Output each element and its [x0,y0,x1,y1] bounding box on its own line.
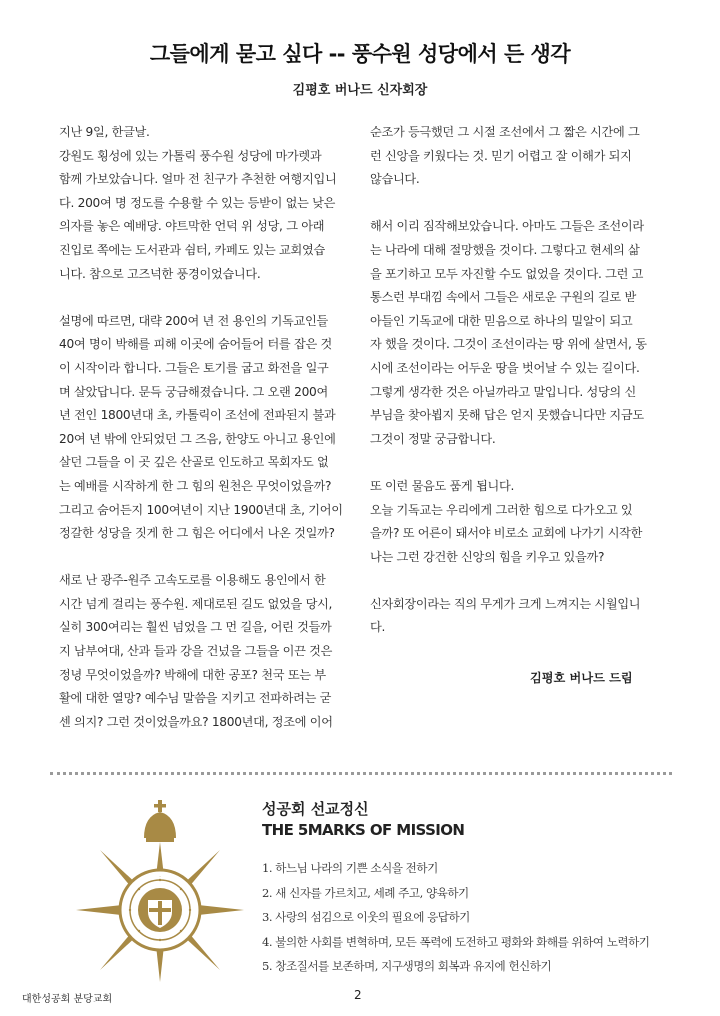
paragraph [59,310,359,546]
text-line: 실히 300여리는 훨씬 넘었을 그 먼 길을, 어린 것들까 [59,620,332,635]
text-line: 부님을 찾아뵙지 못해 답은 얻지 못했습니다만 지금도 [370,408,644,423]
text-line: 는 예배를 시작하게 한 그 힘의 원천은 무엇이었을까? [59,478,332,493]
text-line: 해서 이리 짐작해보았습니다. 아마도 그들은 조선이라 [370,219,644,234]
text-line: 설명에 따르면, 대략 200여 년 전 용인의 기독교인들 [59,313,328,328]
text-line: 다. 200여 명 정도를 수용할 수 있는 등받이 없는 낮은 [59,195,336,210]
section-divider [50,772,672,775]
paragraph [59,121,359,286]
text-line: 아들인 기독교에 대한 믿음으로 하나의 밀알이 되고 [370,313,633,328]
text-line: 나는 그런 강건한 신앙의 힘을 키우고 있을까? [370,549,605,564]
footer-church-name: 대한성공회 분당교회 [22,994,113,1005]
mission-list [262,856,650,979]
text-line: 의자를 놓은 예배당. 야트막한 언덕 위 성당, 그 아래 [59,219,325,234]
text-line: 새로 난 광주-원주 고속도로를 이용해도 용인에서 한 [59,573,326,588]
mission-title-korean: 성공회 선교정신 [262,800,369,818]
right-column [370,121,670,664]
text-line: 이 시작이라 합니다. 그들은 토기를 굽고 화전을 일구 [59,360,329,375]
compass-rose-emblem-icon [70,798,250,986]
text-line: 니다. 참으로 고즈넉한 풍경이었습니다. [59,266,261,281]
text-line: 을 포기하고 모두 자진할 수도 없었을 것이다. 그런 고 [370,266,644,281]
text-line: 센 의지? 그런 것이었을까요? 1800년대, 정조에 이어 [59,714,333,729]
text-line: 그것이 정말 궁금합니다. [370,431,496,446]
svg-text:·: · [159,874,161,880]
list-item: 3. 사랑의 섬김으로 이웃의 필요에 응답하기 [262,910,470,924]
text-line: 지 남부여대, 산과 들과 강을 건넜을 그들을 이끈 것은 [59,644,333,659]
text-line: 강원도 횡성에 있는 가톨릭 풍수원 성당에 마가렛과 [59,148,322,163]
text-line: 활에 대한 열망? 예수님 말씀을 지키고 전파하려는 굳 [59,691,332,706]
list-item: 4. 불의한 사회를 변혁하며, 모든 폭력에 도전하고 평화와 화해를 위하여 노력하기 [262,934,650,949]
paragraph [59,569,359,734]
paragraph [370,215,670,451]
text-line: 통스런 부대낌 속에서 그들은 새로운 구원의 길로 받 [370,290,636,305]
text-line: 살던 그들을 이 곳 깊은 산골로 인도하고 목회자도 없 [59,455,329,470]
text-line: 자 했을 것이다. 그것이 조선이라는 땅 위에 살면서, 동 [370,337,647,352]
text-line: 정녕 무엇이었을까? 박해에 대한 공포? 천국 또는 부 [59,667,326,682]
left-column [59,121,359,758]
text-line: 는 나라에 대해 절망했을 것이다. 그렇다고 현세의 삶 [370,242,640,257]
text-line: 정갈한 성당을 짓게 한 그 힘은 어디에서 나온 것일까? [59,526,335,541]
paragraph [370,121,670,192]
text-line: 20여 년 밖에 안되었던 그 즈음, 한양도 아니고 용인에 [59,431,336,446]
text-line: 다. [370,620,386,635]
page-number: 2 [354,988,362,1002]
text-line: 시간 넘게 걸리는 풍수원. 제대로된 길도 없었을 당시, [59,596,333,611]
text-line: 신자회장이라는 직의 무게가 크게 느껴지는 시월입니 [370,596,641,611]
list-item: 5. 창조질서를 보존하며, 지구생명의 회복과 유지에 헌신하기 [262,959,552,973]
text-line: 진입로 쪽에는 도서관과 쉼터, 카페도 있는 교회였습 [59,242,325,257]
list-item: 1. 하느님 나라의 기쁜 소식을 전하기 [262,861,438,875]
text-line: 40여 명이 박해를 피해 이곳에 숨어들어 터를 잡은 것 [59,337,332,352]
text-line: 그렇게 생각한 것은 아닐까라고 말입니다. 성당의 신 [370,384,636,399]
text-line: 을까? 또 어른이 돼서야 비로소 교회에 나가기 시작한 [370,526,643,541]
text-line: 년 전인 1800년대 초, 카톨릭이 조선에 전파된지 불과 [59,408,336,423]
text-line: 오늘 기독교는 우리에게 그러한 힘으로 다가오고 있 [370,502,633,517]
text-line: 순조가 등극했던 그 시절 조선에서 그 짧은 시간에 그 [370,125,640,139]
text-line: 지난 9일, 한글날. [59,125,150,139]
text-line: 런 신앙을 키웠다는 것. 믿기 어렵고 잘 이해가 되지 [370,148,632,163]
signature: 김평호 버나드 드림 [530,671,633,685]
text-line: 시에 조선이라는 어두운 땅을 벗어날 수 있는 길이다. [370,360,640,375]
author-byline: 김평호 버나드 신자회장 [292,83,428,98]
text-line: 며 살았답니다. 문득 궁금해졌습니다. 그 오랜 200여 [59,384,328,399]
text-line: 않습니다. [370,172,420,187]
page-title: 그들에게 묻고 싶다 -- 풍수원 성당에서 든 생각 [149,42,571,66]
text-line: 그리고 숨어든지 100여년이 지난 1900년대 초, 기어이 [59,502,343,517]
mission-title-english: THE 5MARKS OF MISSION [262,821,465,839]
list-item: 2. 새 신자를 가르치고, 세례 주고, 양육하기 [262,885,469,900]
paragraph [370,593,670,640]
paragraph [370,475,670,569]
text-line: 함께 가보았습니다. 얼마 전 친구가 추천한 여행지입니 [59,172,337,187]
text-line: 또 이런 물음도 품게 됩니다. [370,478,515,493]
